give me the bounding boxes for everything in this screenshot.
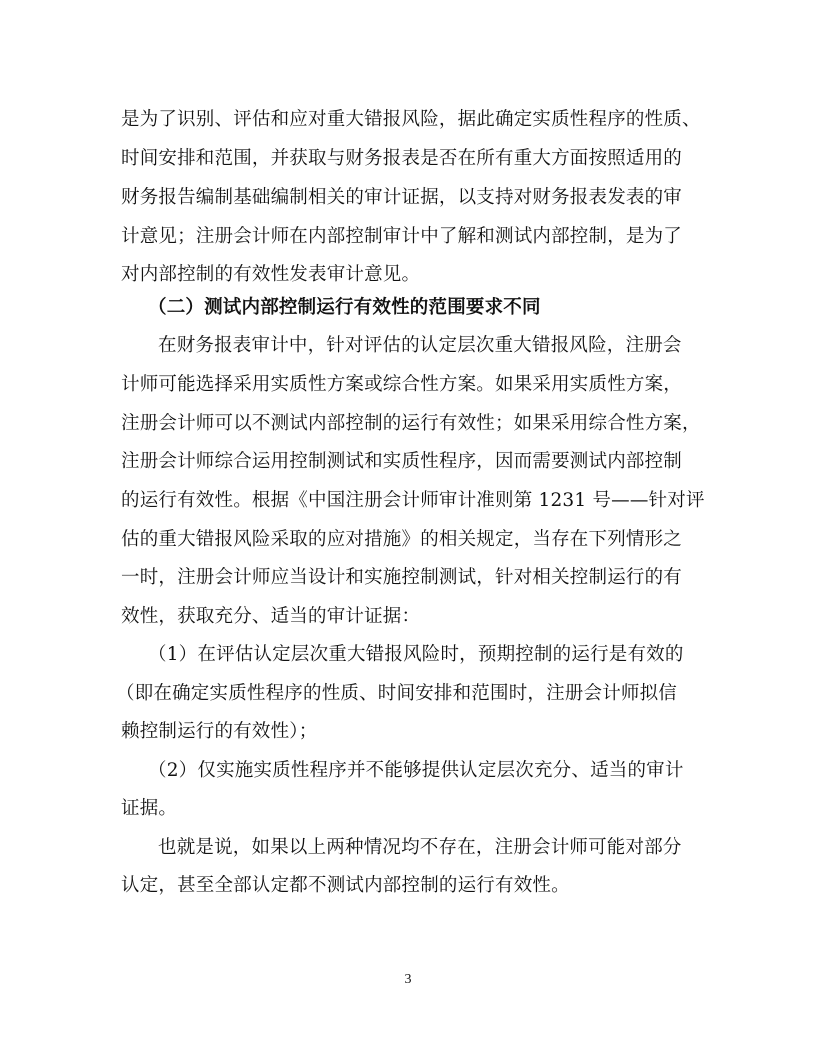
item-1-line-1: （1）在评估认定层次重大错报风险时，预期控制的运行是有效的 — [148, 644, 684, 665]
paragraph-1-line-5: 对内部控制的有效性发表审计意见。 — [121, 264, 421, 285]
paragraph-2-line-7: 一时，注册会计师应当设计和实施控制测试，针对相关控制运行的有 — [121, 567, 683, 588]
paragraph-2-line-2: 计师可能选择采用实质性方案或综合性方案。如果采用实质性方案， — [121, 374, 683, 395]
item-1-line-3: 赖控制运行的有效性）； — [121, 721, 318, 742]
page-number: 3 — [404, 972, 412, 987]
paragraph-2-line-6: 估的重大错报风险采取的应对措施》的相关规定，当存在下列情形之 — [121, 529, 683, 550]
item-1-line-2: （即在确定实质性程序的性质、时间安排和范围时，注册会计师拟信 — [116, 683, 678, 704]
item-2-line-1: （2）仅实施实质性程序并不能够提供认定层次充分、适当的审计 — [148, 760, 684, 781]
item-2-line-2: 证据。 — [121, 798, 178, 819]
section-heading: （二）测试内部控制运行有效性的范围要求不同 — [148, 297, 541, 318]
paragraph-1-line-4: 计意见；注册会计师在内部控制审计中了解和测试内部控制，是为了 — [121, 226, 683, 247]
paragraph-3-line-2: 认定，甚至全部认定都不测试内部控制的运行有效性。 — [121, 875, 570, 896]
paragraph-1-line-2: 时间安排和范围，并获取与财务报表是否在所有重大方面按照适用的 — [121, 148, 683, 169]
paragraph-1-line-3: 财务报告编制基础编制相关的审计证据，以支持对财务报表发表的审 — [121, 187, 683, 208]
paragraph-2-line-8: 效性，获取充分、适当的审计证据： — [121, 606, 421, 627]
paragraph-2-line-5: 的运行有效性。根据《中国注册会计师审计准则第 1231 号——针对评 — [121, 490, 705, 511]
paragraph-2-line-1: 在财务报表审计中，针对评估的认定层次重大错报风险，注册会 — [158, 335, 682, 356]
paragraph-2-line-4: 注册会计师综合运用控制测试和实质性程序，因而需要测试内部控制 — [121, 451, 683, 472]
paragraph-2-line-3: 注册会计师可以不测试内部控制的运行有效性；如果采用综合性方案， — [121, 413, 701, 434]
paragraph-1-line-1: 是为了识别、评估和应对重大错报风险，据此确定实质性程序的性质、 — [121, 109, 701, 130]
paragraph-3-line-1: 也就是说，如果以上两种情况均不存在，注册会计师可能对部分 — [158, 837, 682, 858]
